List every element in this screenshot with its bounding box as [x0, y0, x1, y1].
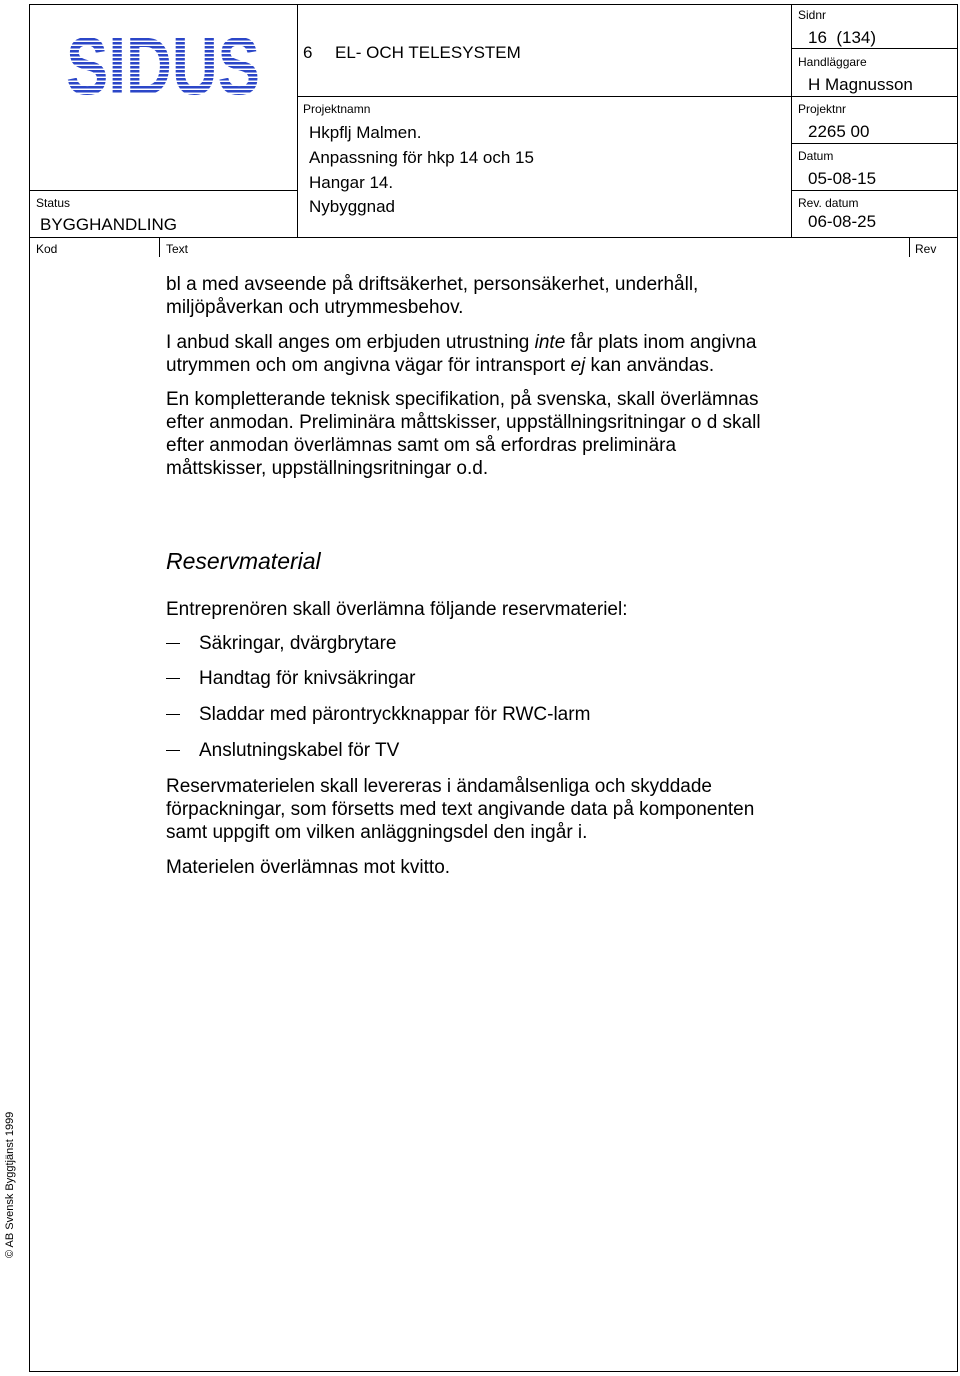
divider — [791, 143, 958, 144]
projektnr-label: Projektnr — [798, 102, 847, 116]
section-title: EL- OCH TELESYSTEM — [335, 43, 521, 62]
divider — [791, 190, 958, 191]
paragraph: Materielen överlämnas mot kvitto. — [166, 857, 451, 878]
datum-value: 05-08-15 — [808, 169, 877, 188]
sidus-logo — [66, 26, 260, 100]
handlaggare-value: H Magnusson — [808, 75, 913, 94]
text-line: utrymmen och om angivna vägar för intransport ej kan användas. — [166, 355, 715, 376]
list-item: Anslutningskabel för TV — [166, 740, 399, 762]
divider — [791, 48, 958, 49]
divider — [29, 237, 958, 238]
dash-icon — [166, 714, 180, 715]
status-label: Status — [36, 196, 71, 210]
text-line: förpackningar, som försetts med text angivande data på komponenten — [166, 799, 755, 820]
text-line: samt uppgift om vilken anläggningsdel den ingår i. — [166, 822, 588, 843]
datum-label: Datum — [798, 149, 834, 163]
projektnamn-line: Anpassning för hkp 14 och 15 — [309, 148, 534, 167]
text-line: bl a med avseende på driftsäkerhet, personsäkerhet, underhåll, — [166, 274, 699, 295]
projektnamn-line: Hangar 14. — [309, 173, 394, 192]
status-value: BYGGHANDLING — [40, 215, 177, 234]
sidnr-label: Sidnr — [798, 8, 827, 22]
text-line: En kompletterande teknisk specifikation, på svenska, skall överlämnas — [166, 389, 759, 410]
text-line: I anbud skall anges om erbjuden utrustning inte får plats inom angivna — [166, 332, 757, 353]
paragraph — [166, 331, 856, 377]
paragraph — [166, 273, 856, 319]
projektnamn-line: Nybyggnad — [309, 197, 396, 216]
divider — [159, 237, 160, 257]
handlaggare-label: Handläggare — [798, 55, 867, 69]
intro-line: Entreprenören skall överlämna följande reservmateriel: — [166, 599, 628, 620]
text-line: måttskisser, uppställningsritningar o.d. — [166, 458, 489, 479]
kod-label: Kod — [36, 242, 58, 256]
divider — [297, 4, 298, 237]
dash-icon — [166, 678, 180, 679]
divider — [297, 96, 958, 97]
section-number: 6 — [303, 43, 313, 62]
projektnr-value: 2265 00 — [808, 122, 870, 141]
dash-icon — [166, 643, 180, 644]
text-line: miljöpåverkan och utrymmesbehov. — [166, 297, 464, 318]
list-item: Sladdar med pärontryckknappar för RWC-larm — [166, 704, 590, 726]
svg-text:SIDUS: SIDUS — [66, 26, 260, 100]
paragraph — [166, 388, 856, 480]
text-line: efter anmodan. Preliminära måttskisser, uppställningsritningar o d skall — [166, 412, 761, 433]
section-heading: Reservmaterial — [166, 548, 321, 574]
projektnamn-label: Projektnamn — [303, 102, 371, 116]
paragraph — [166, 775, 856, 844]
revdatum-value: 06-08-25 — [808, 212, 877, 231]
rev-label: Rev — [915, 242, 937, 256]
divider — [791, 4, 792, 237]
divider — [29, 190, 297, 191]
list-item: Säkringar, dvärgbrytare — [166, 633, 397, 655]
text-line: efter anmodan överlämnas samt om så erfordras preliminära — [166, 435, 677, 456]
dash-icon — [166, 750, 180, 751]
divider — [909, 237, 910, 257]
text-label: Text — [166, 242, 189, 256]
projektnamn-line: Hkpflj Malmen. — [309, 123, 422, 142]
sidnr-value: 16 (134) — [808, 28, 877, 47]
revdatum-label: Rev. datum — [798, 196, 859, 210]
list-item: Handtag för knivsäkringar — [166, 668, 416, 690]
copyright-notice: © AB Svensk Byggtjänst 1999 — [4, 1111, 16, 1258]
text-line: Reservmaterielen skall levereras i ändamålsenliga och skyddade — [166, 776, 712, 797]
